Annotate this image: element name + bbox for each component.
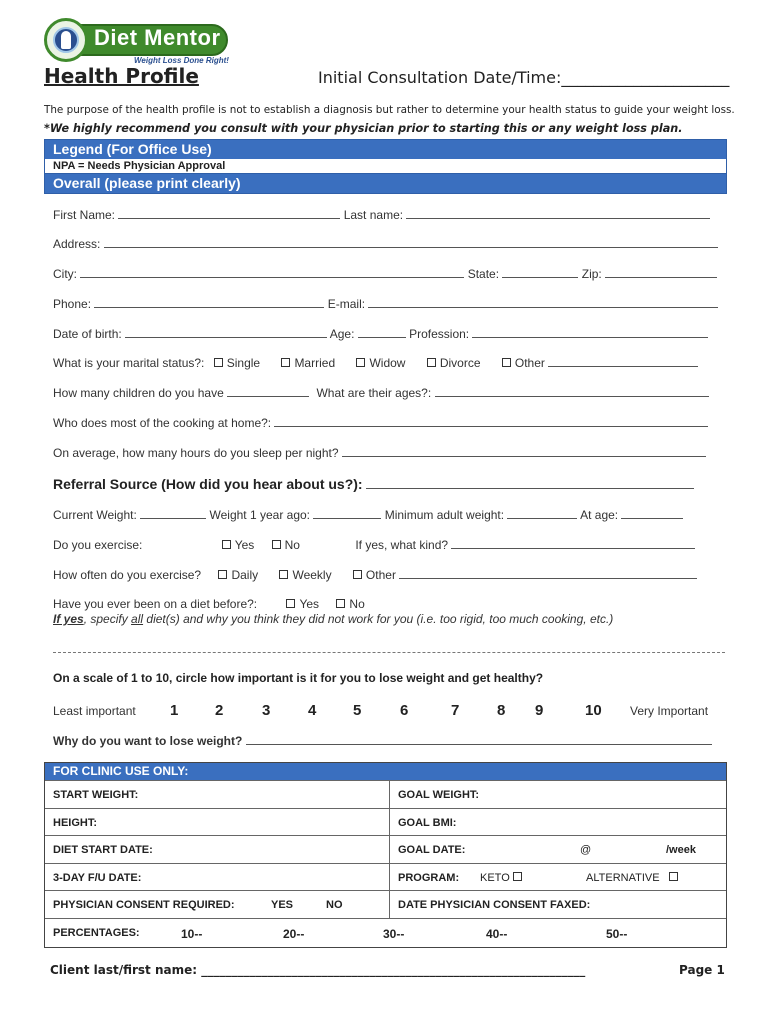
other-marital-label: Other — [514, 356, 545, 370]
scale-number[interactable]: 10 — [585, 702, 602, 719]
phone-row — [53, 297, 718, 311]
scale-number[interactable]: 9 — [535, 702, 544, 719]
legend-section — [44, 139, 727, 194]
age-input[interactable] — [358, 328, 406, 338]
single-label: Single — [226, 356, 261, 370]
other-marital-checkbox[interactable] — [502, 358, 511, 367]
diet-explanation-input[interactable] — [53, 652, 725, 653]
current-weight-label: Current Weight: — [53, 508, 137, 522]
divorce-label: Divorce — [439, 356, 481, 370]
start-weight-cell[interactable]: START WEIGHT: — [45, 781, 390, 808]
sleep-input[interactable] — [342, 447, 706, 457]
weekly-label: Weekly — [292, 568, 332, 582]
state-label: State: — [467, 267, 500, 281]
last-name-label: Last name: — [343, 208, 404, 222]
dob-row — [53, 327, 708, 341]
profession-label: Profession: — [409, 327, 470, 341]
zip-input[interactable] — [605, 268, 717, 278]
ages-label: What are their ages?: — [316, 386, 432, 400]
married-label: Married — [294, 356, 336, 370]
city-label: City: — [53, 267, 77, 281]
last-name-input[interactable] — [406, 209, 710, 219]
cooking-row — [53, 416, 708, 430]
address-input[interactable] — [104, 238, 718, 248]
weight-year-input[interactable] — [313, 509, 381, 519]
scale-number[interactable]: 4 — [308, 702, 317, 719]
overall-band: Overall (please print clearly) — [45, 174, 726, 193]
logo-name: Diet Mentor — [94, 25, 221, 50]
email-input[interactable] — [368, 298, 718, 308]
weight-row — [53, 508, 683, 522]
other-exercise-input[interactable] — [399, 569, 697, 579]
diet-before-label: Have you ever been on a diet before?: — [53, 597, 258, 611]
percentages-cell — [45, 919, 726, 947]
consultation-date-field[interactable]: Initial Consultation Date/Time:_____________________ — [318, 68, 730, 87]
percentage-value: 50-- — [606, 926, 628, 941]
table-row — [45, 890, 726, 918]
table-row — [45, 780, 726, 808]
how-often-label: How often do you exercise? — [53, 568, 202, 582]
table-row — [45, 808, 726, 836]
percentage-value: 30-- — [383, 926, 405, 941]
phone-label: Phone: — [53, 297, 92, 311]
referral-input[interactable] — [366, 479, 694, 489]
consent-label: PHYSICIAN CONSENT REQUIRED: — [53, 899, 235, 911]
referral-row — [53, 476, 694, 492]
percentage-value: 20-- — [283, 926, 305, 941]
why-label: Why do you want to lose weight? — [53, 734, 243, 748]
very-important-label: Very Important — [630, 704, 709, 718]
why-row — [53, 734, 712, 748]
city-input[interactable] — [80, 268, 464, 278]
scale-number[interactable]: 5 — [353, 702, 362, 719]
diet-yes-checkbox[interactable] — [286, 599, 295, 608]
clinic-band: FOR CLINIC USE ONLY: — [45, 763, 726, 780]
purpose-text: The purpose of the health profile is not to establish a diagnosis but rather to determine your health status to guide your weight loss. — [44, 104, 735, 116]
other-marital-input[interactable] — [548, 357, 698, 367]
exercise-yes-label: Yes — [234, 538, 255, 552]
diet-start-cell[interactable]: DIET START DATE: — [45, 836, 390, 863]
children-row — [53, 386, 709, 400]
page-title: Health Profile — [44, 64, 199, 88]
scale-number[interactable]: 6 — [400, 702, 409, 719]
page-number: Page 1 — [679, 963, 725, 977]
logo-emblem-icon — [44, 18, 88, 62]
recommendation-text: *We highly recommend you consult with your physician prior to starting this or any weight loss plan. — [44, 122, 683, 135]
min-weight-input[interactable] — [507, 509, 577, 519]
cooking-input[interactable] — [274, 417, 708, 427]
scale-number[interactable]: 2 — [215, 702, 224, 719]
sleep-row — [53, 446, 706, 460]
other-exercise-label: Other — [365, 568, 396, 582]
diet-rest-text: diet(s) and why you think they did not work for you (i.e. too rigid, too much cooking, etc.) — [143, 612, 614, 626]
widow-label: Widow — [369, 356, 406, 370]
phone-input[interactable] — [94, 298, 324, 308]
at-symbol: @ — [580, 844, 592, 856]
client-name-field[interactable]: Client last/first name: ________________________________________________________________ — [50, 963, 586, 977]
height-cell[interactable]: HEIGHT: — [45, 809, 390, 836]
table-row — [45, 863, 726, 891]
alternative-label: ALTERNATIVE — [586, 871, 660, 884]
first-name-label: First Name: — [53, 208, 116, 222]
at-age-input[interactable] — [621, 509, 683, 519]
percentage-value: 10-- — [181, 926, 203, 941]
weight-year-label: Weight 1 year ago: — [209, 508, 311, 522]
address-row — [53, 237, 718, 251]
diet-specify-row — [53, 612, 613, 626]
all-text: all — [131, 612, 144, 626]
first-name-input[interactable] — [118, 209, 340, 219]
at-age-label: At age: — [580, 508, 619, 522]
referral-title: Referral Source (How did you hear about us?): — [53, 476, 363, 492]
exercise-label: Do you exercise: — [53, 538, 143, 552]
diet-mentor-logo — [44, 18, 230, 66]
other-exercise-checkbox[interactable] — [353, 570, 362, 579]
scale-number[interactable]: 7 — [451, 702, 460, 719]
weekly-checkbox[interactable] — [279, 570, 288, 579]
fu-date-cell[interactable]: 3-DAY F/U DATE: — [45, 864, 390, 891]
name-row — [53, 208, 710, 222]
dob-input[interactable] — [125, 328, 327, 338]
what-kind-label: If yes, what kind? — [355, 538, 449, 552]
logo-tagline: Weight Loss Done Right! — [134, 56, 229, 65]
goal-weight-cell[interactable]: GOAL WEIGHT: — [398, 789, 480, 801]
goal-date-label: GOAL DATE: — [398, 844, 466, 856]
program-label: PROGRAM: — [398, 871, 460, 884]
per-week-label: /week — [666, 844, 696, 856]
consent-cell — [45, 891, 390, 918]
diet-no-checkbox[interactable] — [336, 599, 345, 608]
importance-question: On a scale of 1 to 10, circle how important is it for you to lose weight and get healthy? — [53, 671, 544, 685]
keto-label: KETO — [480, 871, 510, 884]
divorce-checkbox[interactable] — [427, 358, 436, 367]
specify-text: , specify — [83, 612, 132, 626]
scale-number[interactable]: 3 — [262, 702, 271, 719]
current-weight-input[interactable] — [140, 509, 206, 519]
percentage-value: 40-- — [486, 926, 508, 941]
why-input[interactable] — [246, 735, 712, 745]
least-important-label: Least important — [53, 704, 136, 718]
consent-yes-option[interactable]: YES — [271, 899, 294, 911]
exercise-no-label: No — [284, 538, 300, 552]
profession-input[interactable] — [472, 328, 708, 338]
keto-checkbox[interactable] — [513, 872, 522, 881]
marital-label: What is your marital status?: — [53, 356, 205, 370]
daily-checkbox[interactable] — [218, 570, 227, 579]
address-label: Address: — [53, 237, 101, 251]
what-kind-input[interactable] — [451, 539, 695, 549]
scale-number[interactable]: 8 — [497, 702, 506, 719]
children-label: How many children do you have — [53, 386, 224, 400]
diet-no-label: No — [349, 597, 365, 611]
daily-label: Daily — [231, 568, 259, 582]
city-row — [53, 267, 717, 281]
sleep-label: On average, how many hours do you sleep per night? — [53, 446, 339, 460]
goal-date-cell[interactable] — [390, 836, 726, 863]
exercise-row — [53, 538, 695, 552]
ages-input[interactable] — [435, 387, 709, 397]
consent-faxed-cell[interactable]: DATE PHYSICIAN CONSENT FAXED: — [398, 899, 591, 911]
table-row — [45, 918, 726, 947]
alternative-checkbox[interactable] — [669, 872, 678, 881]
table-row — [45, 835, 726, 863]
consent-no-option[interactable]: NO — [326, 899, 343, 911]
exercise-yes-checkbox[interactable] — [222, 540, 231, 549]
percentages-label: PERCENTAGES: — [53, 926, 140, 939]
program-cell — [390, 864, 726, 891]
goal-bmi-cell[interactable]: GOAL BMI: — [398, 816, 457, 829]
married-checkbox[interactable] — [281, 358, 290, 367]
marital-row — [53, 356, 698, 370]
cooking-label: Who does most of the cooking at home?: — [53, 416, 272, 430]
state-input[interactable] — [502, 268, 578, 278]
dob-label: Date of birth: — [53, 327, 122, 341]
if-yes-text: If yes — [53, 612, 84, 626]
widow-checkbox[interactable] — [356, 358, 365, 367]
email-label: E-mail: — [327, 297, 366, 311]
exercise-no-checkbox[interactable] — [272, 540, 281, 549]
diet-yes-label: Yes — [299, 597, 320, 611]
diet-before-row — [53, 597, 365, 611]
single-checkbox[interactable] — [214, 358, 223, 367]
zip-label: Zip: — [581, 267, 602, 281]
npa-legend: NPA = Needs Physician Approval — [45, 159, 726, 174]
clinic-use-table — [44, 762, 727, 948]
how-often-row — [53, 568, 697, 582]
age-label: Age: — [329, 327, 355, 341]
min-weight-label: Minimum adult weight: — [384, 508, 505, 522]
legend-band: Legend (For Office Use) — [45, 140, 726, 159]
scale-number[interactable]: 1 — [170, 702, 179, 719]
children-input[interactable] — [227, 387, 309, 397]
